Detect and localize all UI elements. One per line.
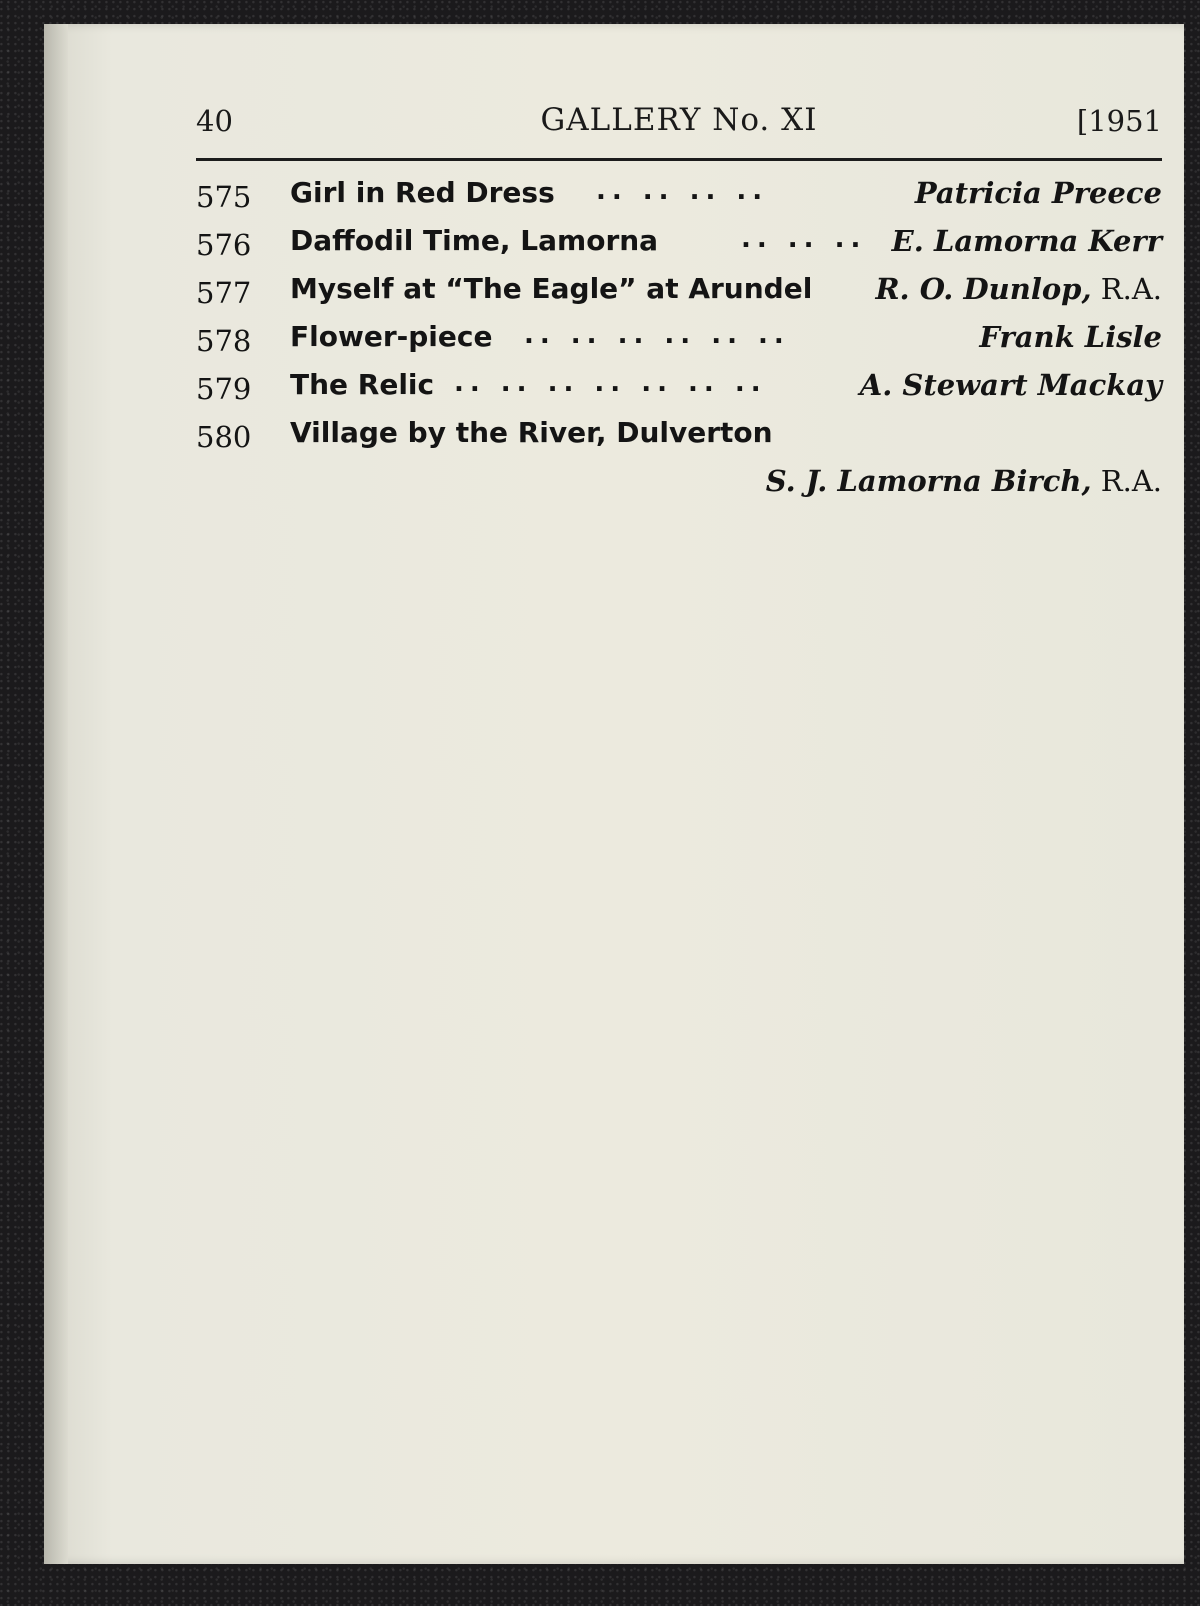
entry-number: 576	[196, 228, 252, 262]
artist-suffix: R.A.	[1091, 464, 1162, 498]
artist-name: A. Stewart Mackay	[859, 368, 1162, 402]
artist-name: Frank Lisle	[979, 320, 1162, 354]
catalogue-entries	[196, 172, 1162, 508]
entry-number: 578	[196, 324, 252, 358]
entry-number: 575	[196, 180, 252, 214]
entry-artist	[766, 464, 1162, 498]
dot-leaders: .. .. ..	[741, 224, 867, 254]
artist-name: R. O. Dunlop,	[875, 272, 1092, 306]
artist-suffix: R.A.	[1091, 272, 1162, 306]
artist-name: E. Lamorna Kerr	[891, 224, 1162, 258]
catalogue-entry	[196, 172, 1162, 220]
page-gutter	[44, 24, 68, 1564]
entry-artist	[979, 320, 1162, 354]
entry-artist	[860, 368, 1162, 402]
entry-number: 579	[196, 372, 252, 406]
gallery-title: GALLERY No. XI	[540, 102, 818, 138]
catalogue-entry	[196, 268, 1162, 316]
year-label: [1951	[1076, 104, 1162, 138]
entry-title: The Relic	[290, 368, 435, 401]
dot-leaders: .. .. .. .. .. ..	[524, 320, 790, 350]
entry-number: 577	[196, 276, 252, 310]
entry-artist	[915, 176, 1162, 210]
entry-artist	[892, 224, 1162, 258]
artist-name: S. J. Lamorna Birch,	[765, 464, 1092, 498]
entry-title: Girl in Red Dress	[290, 176, 555, 209]
entry-title: Flower-piece	[290, 320, 493, 353]
catalogue-entry	[196, 364, 1162, 412]
entry-title: Village by the River, Dulverton	[290, 416, 773, 449]
dot-leaders: .. .. .. .. .. .. ..	[454, 368, 767, 398]
catalogue-entry	[196, 412, 1162, 460]
catalogue-entry	[196, 220, 1162, 268]
dot-leaders: .. .. .. ..	[596, 176, 769, 206]
entry-title: Daffodil Time, Lamorna	[290, 224, 659, 257]
artist-name: Patricia Preece	[914, 176, 1162, 210]
page-header	[196, 100, 1162, 144]
page-number: 40	[196, 104, 233, 138]
entry-number: 580	[196, 420, 252, 454]
catalogue-entry	[196, 316, 1162, 364]
header-rule	[196, 158, 1162, 161]
entry-title: Myself at “The Eagle” at Arundel	[290, 272, 813, 305]
catalogue-entry-continuation	[196, 460, 1162, 508]
entry-artist	[875, 272, 1162, 306]
